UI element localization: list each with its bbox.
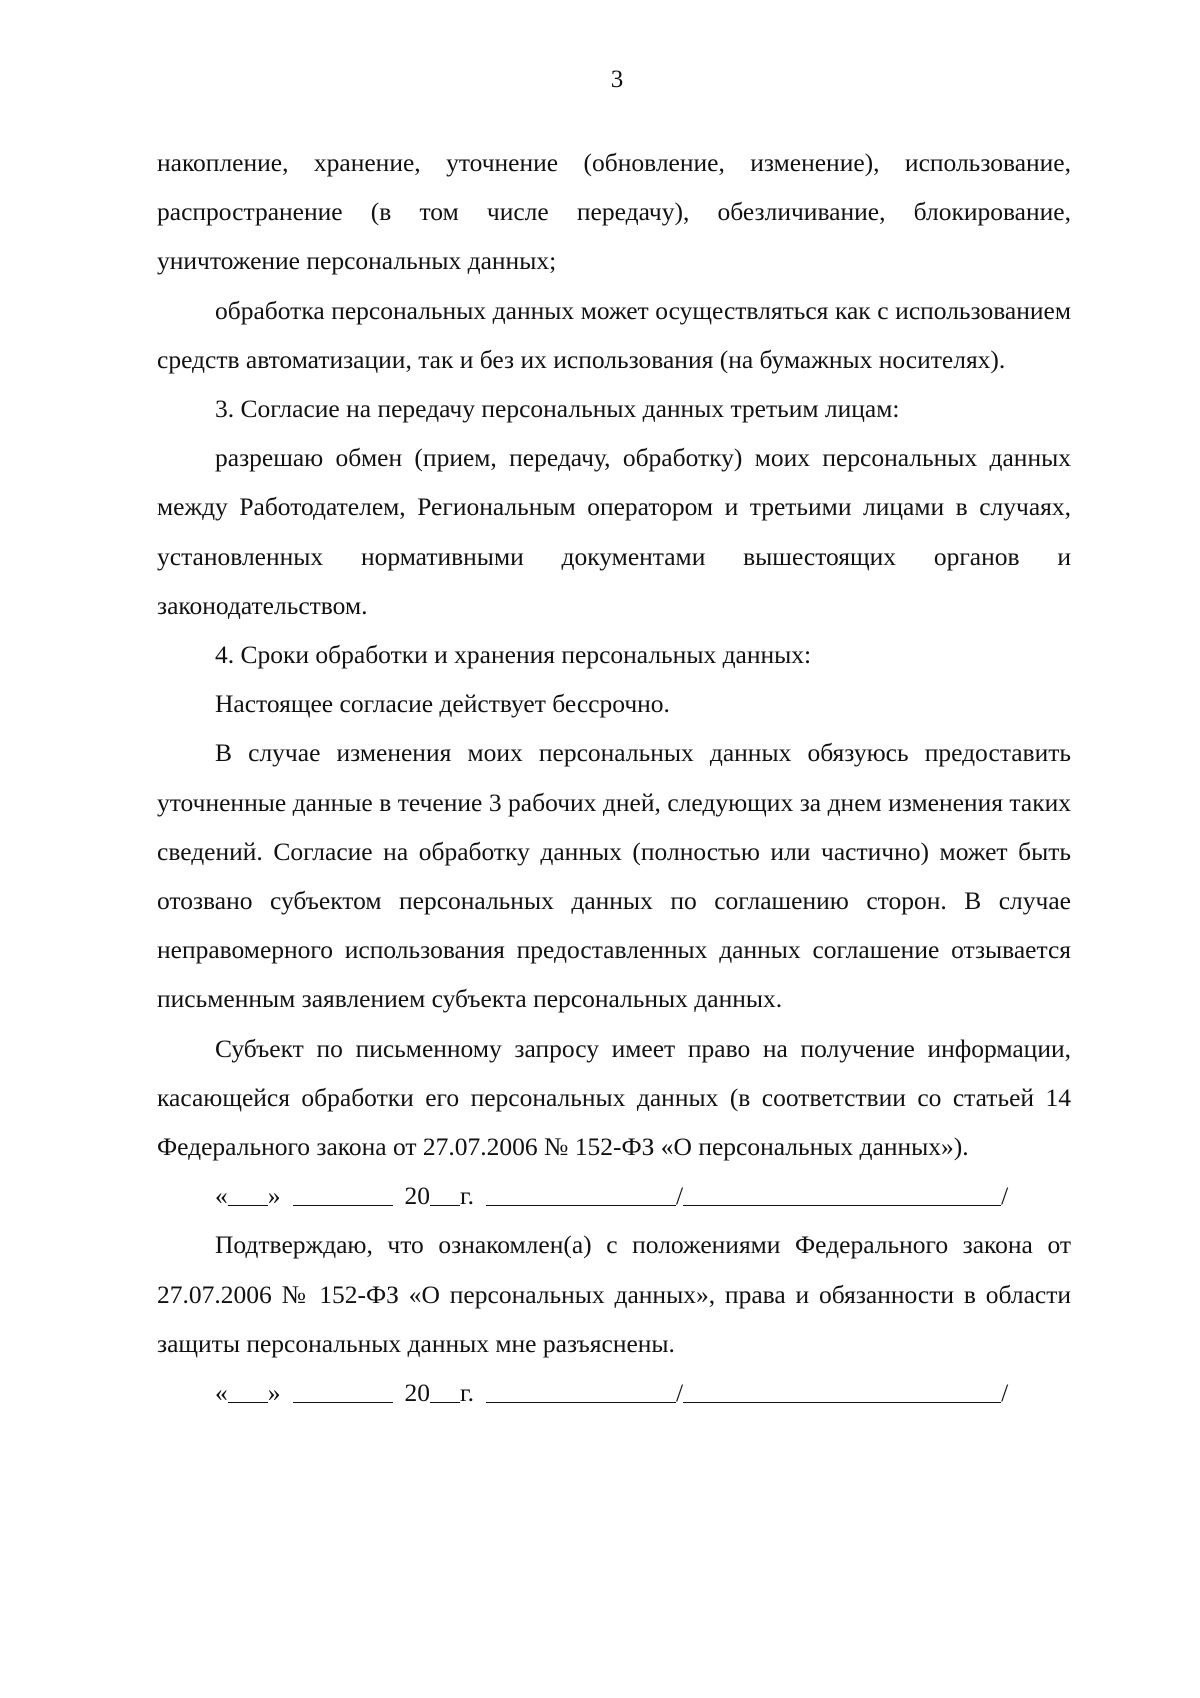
open-quote: « — [215, 1181, 228, 1211]
paragraph-third-party-exchange: разрешаю обмен (прием, передачу, обработку) моих персональных данных между Работодателем, Региональным оператором и третьими лицами в случаях, установленных нормативными документами вышестоящих органов и законодательством. — [157, 443, 1071, 620]
month-field[interactable] — [293, 1377, 393, 1404]
year-suffix: г. — [460, 1378, 474, 1408]
closing-slash: / — [1001, 1181, 1009, 1211]
section-3-heading: 3. Согласие на передачу персональных данных третьим лицам: — [215, 394, 900, 424]
signature-field[interactable] — [486, 1180, 676, 1207]
section-4-heading: 4. Сроки обработки и хранения персональных данных: — [215, 640, 812, 670]
paragraph-validity: Настоящее согласие действует бессрочно. — [215, 689, 670, 719]
separator-slash: / — [675, 1378, 684, 1408]
open-quote: « — [215, 1378, 228, 1408]
signature-line-1 — [157, 1171, 1071, 1220]
name-field[interactable] — [683, 1377, 1001, 1404]
year-suffix: г. — [460, 1181, 474, 1211]
paragraph-processing-methods: обработка персональных данных может осуществляться как с использованием средств автоматизации, так и без их использования (на бумажных носителях). — [157, 295, 1071, 374]
paragraph-processing-actions: накопление, хранение, уточнение (обновление, изменение), использование, распространение (в том числе передачу), обезличивание, блокирование, уничтожение персональных данных; — [157, 148, 1071, 276]
signature-line-2 — [157, 1368, 1071, 1417]
year-prefix: 20 — [404, 1181, 430, 1211]
paragraph-data-changes: В случае изменения моих персональных данных обязуюсь предоставить уточненные данные в течение 3 рабочих дней, следующих за днем изменения таких сведений. Согласие на обработку данных (полностью или частично) может быть отозвано субъектом персональных данных по соглашению сторон. В случае неправомерного использования предоставленных данных соглашение отзывается письменным заявлением субъекта персональных данных. — [157, 738, 1071, 1014]
month-field[interactable] — [293, 1180, 393, 1207]
document-body — [157, 138, 1071, 1417]
close-quote: » — [267, 1181, 281, 1211]
year-prefix: 20 — [404, 1378, 430, 1408]
year-field[interactable] — [430, 1180, 460, 1207]
paragraph-subject-rights: Субъект по письменному запросу имеет право на получение информации, касающейся обработки его персональных данных (в соответствии со статьей 14 Федерального закона от 27.07.2006 № 152-ФЗ «О персональных данных»). — [157, 1033, 1071, 1162]
page-number: 3 — [610, 66, 624, 93]
day-field[interactable] — [228, 1377, 268, 1404]
closing-slash: / — [1001, 1378, 1009, 1408]
close-quote: » — [267, 1378, 281, 1408]
paragraph-acknowledgement: Подтверждаю, что ознакомлен(а) с положениями Федерального закона от 27.07.2006 № 152-ФЗ «О персональных данных», права и обязанности в области защиты персональных данных мне разъяснены. — [157, 1230, 1071, 1358]
day-field[interactable] — [228, 1180, 268, 1207]
separator-slash: / — [675, 1181, 684, 1211]
signature-field[interactable] — [486, 1377, 676, 1404]
year-field[interactable] — [430, 1377, 460, 1404]
name-field[interactable] — [683, 1180, 1001, 1207]
